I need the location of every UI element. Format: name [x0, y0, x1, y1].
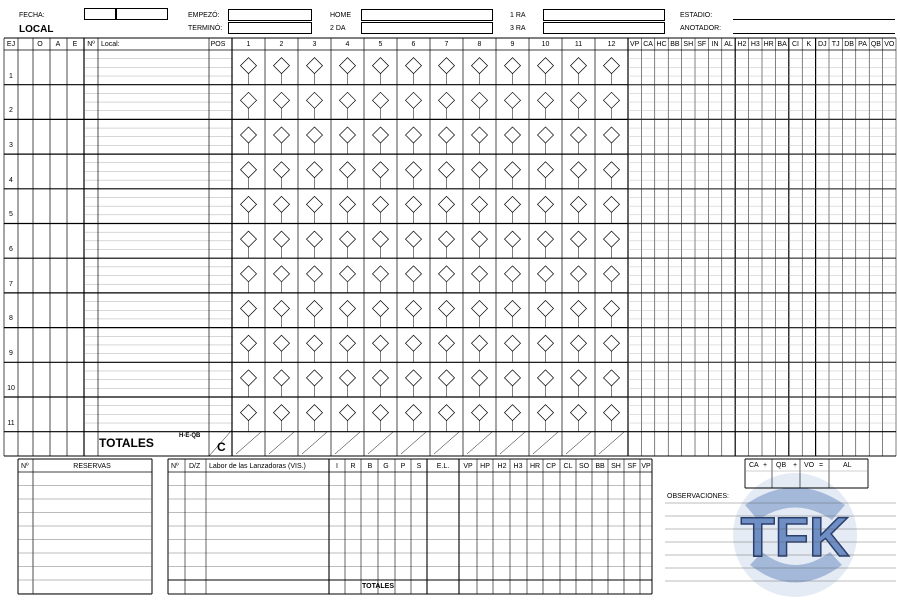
base-diamond[interactable] [373, 266, 389, 282]
pitchers-title: Labor de las Lanzadoras (VIS.) [209, 463, 306, 470]
c-label: C [217, 440, 226, 454]
pitcher-header-11: HR [529, 463, 541, 470]
tercera-label: 3 RA [510, 25, 526, 32]
base-diamond[interactable] [340, 162, 356, 178]
base-diamond[interactable] [472, 301, 488, 317]
base-diamond[interactable] [373, 231, 389, 247]
base-diamond[interactable] [406, 92, 422, 108]
lineup-header-0: EJ [6, 41, 16, 48]
tfk-logo [733, 473, 857, 597]
base-diamond[interactable] [538, 231, 554, 247]
base-diamond[interactable] [241, 127, 257, 143]
stat-header-sh: SH [683, 41, 694, 48]
base-diamond[interactable] [274, 370, 290, 386]
base-diamond[interactable] [472, 231, 488, 247]
row-number-10: 10 [7, 384, 15, 392]
inning-header-2: 2 [279, 41, 284, 48]
empezo-label: EMPEZÓ: [188, 12, 220, 19]
base-diamond[interactable] [274, 231, 290, 247]
base-diamond[interactable] [241, 231, 257, 247]
pitcher-header-12: CP [546, 463, 556, 470]
base-diamond[interactable] [604, 301, 620, 317]
fecha-day-field[interactable] [84, 8, 116, 20]
pitcher-header-18: VP [641, 463, 651, 470]
totals-diagonal [566, 432, 591, 454]
base-diamond[interactable] [472, 196, 488, 212]
base-diamond[interactable] [439, 196, 455, 212]
base-diamond[interactable] [307, 58, 323, 74]
base-diamond[interactable] [406, 196, 422, 212]
base-diamond[interactable] [373, 127, 389, 143]
base-diamond[interactable] [604, 335, 620, 351]
local-label: LOCAL [19, 24, 54, 35]
base-diamond[interactable] [274, 266, 290, 282]
base-diamond[interactable] [505, 196, 521, 212]
base-diamond[interactable] [373, 370, 389, 386]
fecha-label: FECHA: [19, 12, 45, 19]
base-diamond[interactable] [604, 405, 620, 421]
pitcher-header-7: VP [463, 463, 473, 470]
base-diamond[interactable] [571, 335, 587, 351]
base-diamond[interactable] [241, 196, 257, 212]
base-diamond[interactable] [241, 370, 257, 386]
base-diamond[interactable] [307, 301, 323, 317]
base-diamond[interactable] [373, 162, 389, 178]
row-number-1: 1 [9, 72, 13, 80]
pitcher-header-17: SF [627, 463, 637, 470]
base-diamond[interactable] [406, 405, 422, 421]
pitcher-header-9: H2 [497, 463, 507, 470]
stat-header-ba: BA [777, 41, 787, 48]
base-diamond[interactable] [241, 301, 257, 317]
base-diamond[interactable] [571, 196, 587, 212]
base-diamond[interactable] [274, 92, 290, 108]
estadio-label: ESTADIO: [680, 12, 713, 19]
summary-ca: CA [749, 462, 759, 469]
inning-header-10: 10 [541, 41, 550, 48]
base-diamond[interactable] [274, 405, 290, 421]
base-diamond[interactable] [241, 266, 257, 282]
base-diamond[interactable] [505, 370, 521, 386]
base-diamond[interactable] [439, 92, 455, 108]
pitcher-header-2: B [367, 463, 373, 470]
stat-header-h3: H3 [750, 41, 760, 48]
row-number-11: 11 [7, 419, 15, 427]
termino-label: TERMINÓ: [188, 25, 223, 32]
pitcher-header-15: BB [595, 463, 605, 470]
logo-text: TFK [740, 505, 850, 568]
base-diamond[interactable] [604, 58, 620, 74]
lineup-header-1: O [37, 41, 43, 48]
row-number-3: 3 [9, 141, 13, 149]
lineup-header-3: E [72, 41, 78, 48]
base-diamond[interactable] [571, 162, 587, 178]
stat-header-db: DB [844, 41, 854, 48]
inning-header-11: 11 [574, 41, 583, 48]
base-diamond[interactable] [340, 231, 356, 247]
fecha-month-field[interactable] [116, 8, 168, 20]
estadio-field[interactable] [733, 8, 895, 20]
base-diamond[interactable] [340, 196, 356, 212]
stat-header-bb: BB [670, 41, 680, 48]
base-diamond[interactable] [505, 58, 521, 74]
base-diamond[interactable] [538, 58, 554, 74]
base-diamond[interactable] [505, 92, 521, 108]
observaciones-label: OBSERVACIONES: [667, 493, 729, 500]
base-diamond[interactable] [274, 162, 290, 178]
base-diamond[interactable] [571, 301, 587, 317]
base-diamond[interactable] [505, 162, 521, 178]
inning-header-1: 1 [246, 41, 251, 48]
lineup-header-2: A [55, 41, 61, 48]
base-diamond[interactable] [571, 231, 587, 247]
pitcher-header-14: SO [578, 463, 590, 470]
base-diamond[interactable] [472, 335, 488, 351]
base-diamond[interactable] [274, 335, 290, 351]
pitcher-header-10: H3 [513, 463, 523, 470]
stat-header-hc: HC [656, 41, 667, 48]
base-diamond[interactable] [505, 335, 521, 351]
stat-header-pa: PA [858, 41, 867, 48]
base-diamond[interactable] [439, 127, 455, 143]
base-diamond[interactable] [571, 92, 587, 108]
base-diamond[interactable] [538, 301, 554, 317]
totals-diagonal [467, 432, 492, 454]
base-diamond[interactable] [241, 92, 257, 108]
lineup-header-4: Nº [87, 41, 95, 48]
base-diamond[interactable] [472, 127, 488, 143]
base-diamond[interactable] [571, 58, 587, 74]
base-diamond[interactable] [340, 405, 356, 421]
base-diamond[interactable] [472, 405, 488, 421]
inning-header-12: 12 [607, 41, 616, 48]
base-diamond[interactable] [406, 58, 422, 74]
base-diamond[interactable] [472, 92, 488, 108]
tercera-field[interactable] [543, 22, 665, 34]
base-diamond[interactable] [307, 127, 323, 143]
lineup-header-5: Local: [101, 41, 120, 48]
pitcher-header-5: S [416, 463, 422, 470]
base-diamond[interactable] [340, 370, 356, 386]
home-field[interactable] [361, 9, 493, 21]
base-diamond[interactable] [604, 92, 620, 108]
base-diamond[interactable] [604, 162, 620, 178]
inning-header-7: 7 [444, 41, 449, 48]
totals-diagonal [599, 432, 624, 454]
stat-header-dj: DJ [818, 41, 827, 48]
base-diamond[interactable] [604, 231, 620, 247]
pitchers-dz-label: D/Z [189, 463, 201, 470]
reservas-no-label: Nº [21, 463, 29, 470]
home-label: HOME [330, 12, 351, 19]
base-diamond[interactable] [571, 370, 587, 386]
inning-header-6: 6 [411, 41, 416, 48]
base-diamond[interactable] [307, 162, 323, 178]
base-diamond[interactable] [373, 405, 389, 421]
row-number-8: 8 [9, 315, 13, 323]
base-diamond[interactable] [307, 196, 323, 212]
base-diamond[interactable] [538, 196, 554, 212]
anotador-label: ANOTADOR: [680, 25, 722, 32]
stat-header-tj: TJ [831, 41, 840, 48]
totals-diagonal [434, 432, 459, 454]
base-diamond[interactable] [538, 405, 554, 421]
base-diamond[interactable] [538, 162, 554, 178]
base-diamond[interactable] [406, 127, 422, 143]
primera-label: 1 RA [510, 12, 526, 19]
totals-diagonal [401, 432, 426, 454]
base-diamond[interactable] [307, 405, 323, 421]
row-number-7: 7 [9, 280, 13, 288]
totals-diagonal [302, 432, 327, 454]
inning-header-4: 4 [345, 41, 350, 48]
lineup-header-6: POS [210, 41, 226, 48]
base-diamond[interactable] [340, 301, 356, 317]
row-number-2: 2 [9, 107, 13, 115]
base-diamond[interactable] [505, 266, 521, 282]
base-diamond[interactable] [241, 335, 257, 351]
row-number-5: 5 [9, 211, 13, 219]
base-diamond[interactable] [439, 162, 455, 178]
base-diamond[interactable] [406, 162, 422, 178]
primera-field[interactable] [543, 9, 665, 21]
stat-header-ci: CI [792, 41, 799, 48]
base-diamond[interactable] [307, 266, 323, 282]
summary-plus-1: + [763, 462, 768, 469]
base-diamond[interactable] [604, 196, 620, 212]
stat-header-qb: QB [870, 41, 881, 48]
totals-diagonal [335, 432, 360, 454]
inning-header-9: 9 [510, 41, 515, 48]
stat-header-k: K [806, 41, 812, 48]
base-diamond[interactable] [406, 266, 422, 282]
base-diamond[interactable] [472, 58, 488, 74]
base-diamond[interactable] [505, 127, 521, 143]
base-diamond[interactable] [472, 266, 488, 282]
termino-field[interactable] [228, 22, 312, 34]
stat-header-in: IN [711, 41, 719, 48]
stat-header-sf: SF [697, 41, 707, 48]
segunda-label: 2 DA [330, 25, 346, 32]
base-diamond[interactable] [241, 405, 257, 421]
base-diamond[interactable] [571, 266, 587, 282]
base-diamond[interactable] [274, 127, 290, 143]
row-number-9: 9 [9, 350, 13, 358]
summary-al: AL [843, 462, 852, 469]
inning-header-8: 8 [477, 41, 482, 48]
base-diamond[interactable] [340, 335, 356, 351]
base-diamond[interactable] [307, 335, 323, 351]
base-diamond[interactable] [538, 266, 554, 282]
base-diamond[interactable] [241, 58, 257, 74]
inning-header-3: 3 [312, 41, 317, 48]
base-diamond[interactable] [406, 370, 422, 386]
base-diamond[interactable] [373, 58, 389, 74]
base-diamond[interactable] [439, 58, 455, 74]
base-diamond[interactable] [406, 301, 422, 317]
totals-diagonal [500, 432, 525, 454]
base-diamond[interactable] [472, 370, 488, 386]
base-diamond[interactable] [505, 301, 521, 317]
summary-qb: QB [776, 462, 787, 469]
totals-diagonal [368, 432, 393, 454]
base-diamond[interactable] [274, 301, 290, 317]
segunda-field[interactable] [361, 22, 493, 34]
base-diamond[interactable] [472, 162, 488, 178]
base-diamond[interactable] [274, 196, 290, 212]
summary-plus-2: + [793, 462, 798, 469]
pitcher-header-6: E.L. [436, 463, 450, 470]
base-diamond[interactable] [307, 231, 323, 247]
pitcher-header-13: CL [563, 463, 573, 470]
pitchers-totales-label: TOTALES [361, 583, 395, 590]
base-diamond[interactable] [538, 335, 554, 351]
base-diamond[interactable] [604, 127, 620, 143]
totals-diagonal [533, 432, 558, 454]
reservas-title: RESERVAS [73, 463, 111, 470]
stat-header-hr: HR [763, 41, 774, 48]
pitchers-no-label: Nº [171, 463, 179, 470]
totals-diagonal [236, 432, 261, 454]
heqb-label: H-E-QB [179, 433, 201, 439]
empezo-field[interactable] [228, 9, 312, 21]
base-diamond[interactable] [340, 92, 356, 108]
base-diamond[interactable] [538, 92, 554, 108]
totales-label: TOTALES [99, 436, 154, 450]
stat-header-h2: H2 [737, 41, 747, 48]
base-diamond[interactable] [340, 266, 356, 282]
base-diamond[interactable] [373, 92, 389, 108]
summary-eq: = [819, 462, 824, 469]
base-diamond[interactable] [340, 127, 356, 143]
base-diamond[interactable] [604, 266, 620, 282]
pitcher-header-3: G [383, 463, 389, 470]
stat-header-vp: VP [630, 41, 640, 48]
base-diamond[interactable] [538, 127, 554, 143]
anotador-field[interactable] [733, 22, 895, 34]
base-diamond[interactable] [439, 370, 455, 386]
pitcher-header-16: SH [611, 463, 621, 470]
base-diamond[interactable] [439, 231, 455, 247]
stat-header-al: AL [724, 41, 733, 48]
base-diamond[interactable] [373, 301, 389, 317]
row-number-6: 6 [9, 246, 13, 254]
base-diamond[interactable] [340, 58, 356, 74]
base-diamond[interactable] [538, 370, 554, 386]
totals-diagonal [269, 432, 294, 454]
base-diamond[interactable] [373, 335, 389, 351]
base-diamond[interactable] [505, 405, 521, 421]
row-number-4: 4 [9, 176, 13, 184]
base-diamond[interactable] [439, 405, 455, 421]
base-diamond[interactable] [571, 127, 587, 143]
stat-header-ca: CA [643, 41, 653, 48]
base-diamond[interactable] [274, 58, 290, 74]
base-diamond[interactable] [439, 301, 455, 317]
base-diamond[interactable] [307, 370, 323, 386]
base-diamond[interactable] [604, 370, 620, 386]
pitcher-header-1: R [350, 463, 356, 470]
base-diamond[interactable] [406, 335, 422, 351]
base-diamond[interactable] [571, 405, 587, 421]
base-diamond[interactable] [439, 266, 455, 282]
pitcher-header-8: HP [480, 463, 490, 470]
pitcher-header-0: I [336, 463, 338, 470]
base-diamond[interactable] [241, 162, 257, 178]
summary-vo: VO [804, 462, 815, 469]
base-diamond[interactable] [406, 231, 422, 247]
base-diamond[interactable] [373, 196, 389, 212]
pitcher-header-4: P [400, 463, 406, 470]
base-diamond[interactable] [439, 335, 455, 351]
inning-header-5: 5 [378, 41, 383, 48]
stat-header-vo: VO [884, 41, 895, 48]
base-diamond[interactable] [505, 231, 521, 247]
base-diamond[interactable] [307, 92, 323, 108]
